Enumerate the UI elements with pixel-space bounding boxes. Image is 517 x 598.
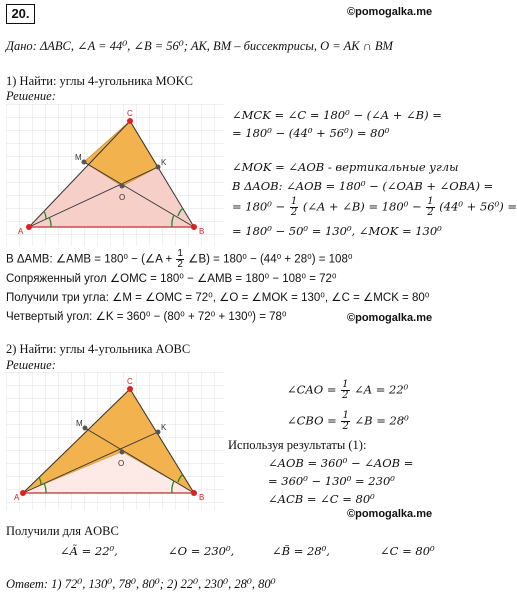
vertex-c-2: [127, 386, 133, 392]
eq-amb: В ΔAMB: ∠AMB = 180⁰ − (∠A + $\frac{1}{2}$ ∠B) = 180⁰ − (44⁰ + 28⁰) = 108⁰: [6, 248, 353, 270]
point-m-2: [83, 426, 88, 431]
vertex-a-2: [20, 490, 26, 496]
label-m: M: [75, 153, 82, 162]
angle-o: ∠O = 230⁰,: [168, 544, 235, 558]
point-o: [120, 184, 125, 189]
eq-cao: ∠CAO = $\frac{1}{2}$ ∠A = 22⁰: [287, 379, 409, 401]
label-k: K: [161, 158, 167, 167]
part1-solution-label: Решение:: [6, 89, 56, 103]
label-o-2: O: [118, 459, 125, 468]
eq-aob-2: = 180⁰ − $\frac{1}{2}$ (∠A + ∠B) = 180⁰ − $\frac{1}{2}$ (44⁰ + 56⁰) =: [232, 196, 517, 218]
vertex-c: [127, 118, 133, 124]
label-c-2: C: [127, 377, 133, 386]
point-m: [82, 160, 87, 165]
line-three-angles: Получили три угла: ∠M = ∠OMC = 72⁰, ∠O = ∠MOK = 130⁰, ∠C = ∠MCK = 80⁰: [6, 292, 430, 304]
eq-aob-reflex-1: ∠AOB = 360⁰ − ∠AOB =: [268, 456, 414, 470]
vertex-a: [26, 224, 32, 230]
angle-a: ∠Ã = 22⁰,: [60, 544, 118, 558]
label-a: A: [18, 227, 24, 236]
eq-aob-1: В ΔAOB: ∠AOB = 180⁰ − (∠OAB + ∠OBA) =: [232, 179, 494, 193]
point-o-2: [120, 450, 125, 455]
line-fourth-angle: Четвертый угол: ∠K = 360⁰ − (80⁰ + 72⁰ + 130⁰) = 78⁰: [6, 311, 287, 323]
vertex-b: [191, 224, 197, 230]
eq-aob-3: = 180⁰ − 50⁰ = 130⁰, ∠MOK = 130⁰: [232, 224, 442, 238]
using-results: Используя результаты (1):: [228, 438, 367, 452]
label-a-2: A: [14, 493, 20, 502]
line-conjugate: Сопряженный угол ∠OMC = 180⁰ − ∠AMB = 180⁰ − 108⁰ = 72⁰: [6, 273, 337, 285]
point-k-2: [156, 430, 161, 435]
label-b: B: [199, 227, 205, 236]
answer-line: Ответ: 1) 72⁰, 130⁰, 78⁰, 80⁰; 2) 22⁰, 230⁰, 28⁰, 80⁰: [6, 577, 276, 591]
point-k: [156, 165, 161, 170]
label-m-2: M: [76, 419, 83, 428]
label-k-2: K: [161, 423, 167, 432]
watermark-top: ©pomogalka.me: [347, 6, 433, 18]
part1-title: 1) Найти: углы 4-угольника MOKC: [6, 74, 193, 88]
part2-solution-label: Решение:: [6, 358, 56, 372]
watermark-middle: ©pomogalka.me: [347, 312, 433, 324]
watermark-bottom: ©pomogalka.me: [347, 508, 433, 520]
problem-number: 20.: [6, 4, 35, 24]
figure-1: [6, 104, 224, 246]
label-b-2: B: [199, 493, 205, 502]
part2-title: 2) Найти: углы 4-угольника AOBC: [6, 342, 191, 356]
label-o: O: [119, 193, 126, 202]
eq-mok-vertical: ∠MOK = ∠AOB - вертикальные углы: [232, 160, 459, 174]
eq-mck-2: = 180⁰ − (44⁰ + 56⁰) = 80⁰: [232, 126, 390, 140]
got-for-aobc: Получили для AOBC: [6, 524, 119, 538]
eq-mck-1: ∠MCK = ∠C = 180⁰ − (∠A + ∠B) =: [232, 108, 442, 122]
eq-aob-reflex-2: = 360⁰ − 130⁰ = 230⁰: [268, 474, 395, 488]
given-line: Дано: ΔABC, ∠A = 44⁰, ∠B = 56⁰; AK, BM – биссектрисы, O = AK ∩ BM: [6, 39, 393, 53]
figure-2: [6, 372, 224, 510]
label-c: C: [127, 109, 133, 118]
angle-b: ∠B̃ = 28⁰,: [272, 544, 330, 558]
eq-acb: ∠ACB = ∠C = 80⁰: [268, 492, 375, 506]
angle-c: ∠C = 80⁰: [380, 544, 435, 558]
vertex-b-2: [191, 490, 197, 496]
eq-cbo: ∠CBO = $\frac{1}{2}$ ∠B = 28⁰: [287, 410, 409, 432]
